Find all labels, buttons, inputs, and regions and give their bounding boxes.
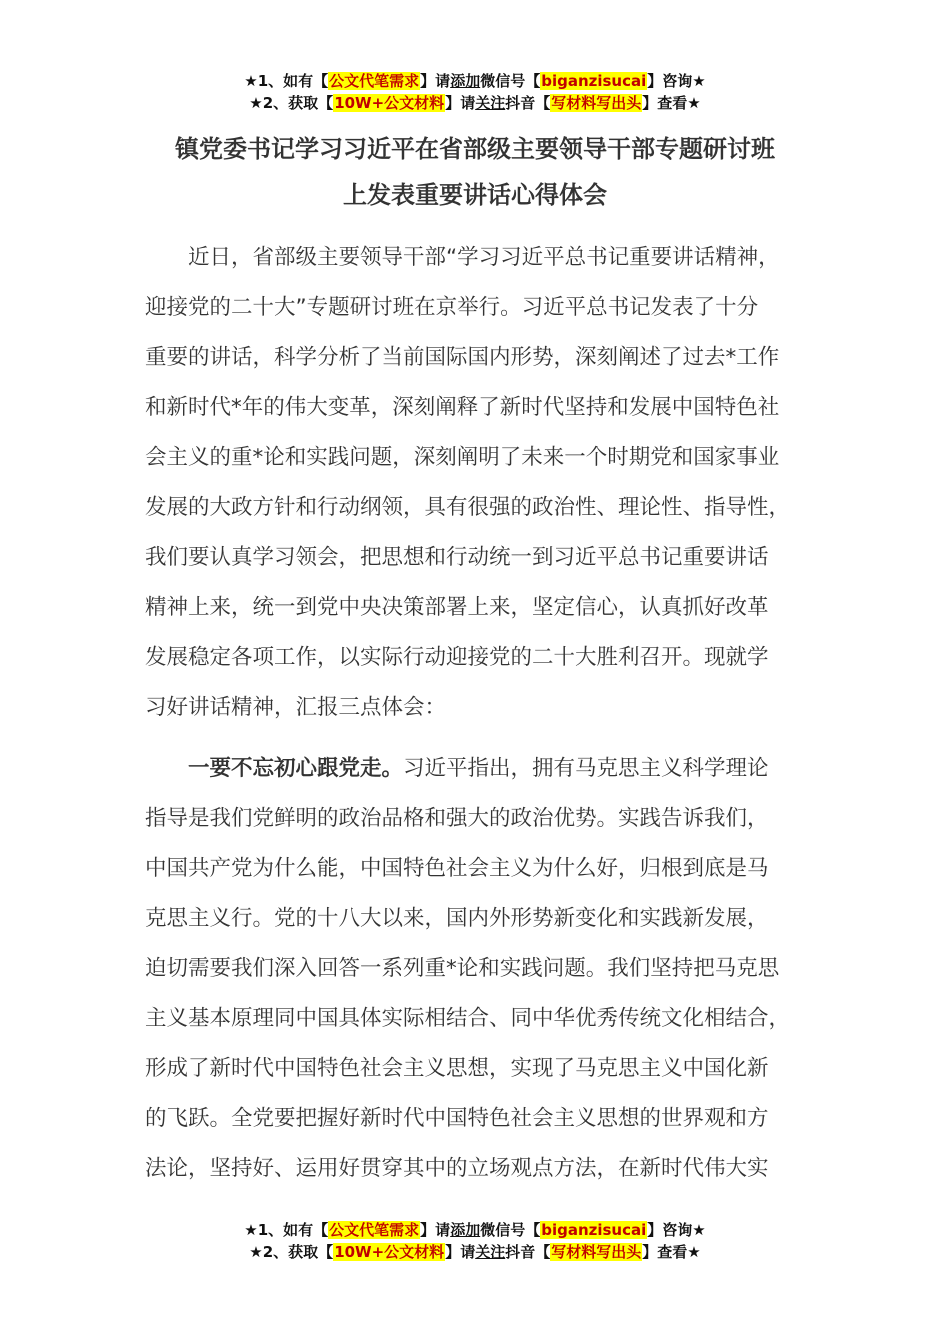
ad-underlined-text: 关注	[475, 94, 506, 112]
text-line: 主义基本原理同中国具体实际相结合、同中华优秀传统文化相结合，	[145, 1006, 791, 1031]
text-line: 发展稳定各项工作，以实际行动迎接党的二十大胜利召开。现就学	[145, 645, 769, 670]
text-line: 的飞跃。全党要把握好新时代中国特色社会主义思想的世界观和方	[145, 1106, 769, 1131]
ad-text: 】查看★	[642, 94, 701, 112]
ad-text: 】请	[420, 72, 451, 90]
ad-highlight-wechat-id: biganzisucai	[541, 1221, 647, 1239]
ad-text: 】咨询★	[647, 1221, 706, 1239]
point-heading: 一要不忘初心跟党走。	[188, 756, 404, 781]
text-line: 发展的大政方针和行动纲领，具有很强的政治性、理论性、指导性，	[145, 495, 791, 520]
ad-line-1	[0, 1219, 950, 1241]
ad-underlined-text: 添加	[450, 72, 481, 90]
ad-line-2	[0, 92, 950, 114]
text-line: 重要的讲话，科学分析了当前国际国内形势，深刻阐述了过去*工作	[145, 345, 780, 370]
document-title	[0, 126, 950, 218]
ad-text: 微信号【	[480, 72, 541, 90]
ad-line-1	[0, 70, 950, 92]
text-line: 克思主义行。党的十八大以来，国内外形势新变化和实践新发展，	[145, 906, 769, 931]
ad-highlight-wechat-id: biganzisucai	[541, 72, 647, 90]
text-line: 和新时代*年的伟大变革，深刻阐释了新时代坚持和发展中国特色社	[145, 395, 780, 420]
ad-highlight-service: 公文代笔需求	[329, 72, 420, 90]
ad-underlined-text: 关注	[475, 1243, 506, 1261]
ad-text: 微信号【	[480, 1221, 541, 1239]
text-run: 习近平指出，拥有马克思主义科学理论	[403, 756, 769, 781]
text-line: 指导是我们党鲜明的政治品格和强大的政治优势。实践告诉我们，	[145, 806, 769, 831]
ad-text: 】请	[445, 94, 476, 112]
text-line: 中国共产党为什么能，中国特色社会主义为什么好，归根到底是马	[145, 856, 769, 881]
title-line-1: 镇党委书记学习习近平在省部级主要领导干部专题研讨班	[175, 135, 775, 163]
ad-text: 】请	[445, 1243, 476, 1261]
text-line	[145, 744, 815, 794]
ad-highlight-materials: 10W+公文材料	[334, 94, 445, 112]
text-line: 精神上来，统一到党中央决策部署上来，坚定信心，认真抓好改革	[145, 595, 769, 620]
text-line: 迫切需要我们深入回答一系列重*论和实践问题。我们坚持把马克思	[145, 956, 780, 981]
title-line-2: 上发表重要讲话心得体会	[343, 181, 607, 209]
text-line: 会主义的重*论和实践问题，深刻阐明了未来一个时期党和国家事业	[145, 445, 780, 470]
ad-footer-bottom	[0, 1219, 950, 1263]
ad-line-2	[0, 1241, 950, 1263]
ad-highlight-douyin: 写材料写出头	[551, 1243, 642, 1261]
ad-text: 抖音【	[505, 1243, 551, 1261]
ad-text: ★1、如有【	[244, 1221, 329, 1239]
text-line: 法论，坚持好、运用好贯穿其中的立场观点方法，在新时代伟大实	[145, 1156, 769, 1181]
ad-header-top	[0, 70, 950, 114]
ad-highlight-service: 公文代笔需求	[329, 1221, 420, 1239]
ad-text: ★2、获取【	[249, 94, 334, 112]
ad-underlined-text: 添加	[450, 1221, 481, 1239]
text-line: 近日，省部级主要领导干部“学习习近平总书记重要讲话精神，	[188, 245, 780, 270]
ad-text: 】咨询★	[647, 72, 706, 90]
ad-text: ★1、如有【	[244, 72, 329, 90]
paragraph-intro	[145, 233, 815, 733]
ad-highlight-douyin: 写材料写出头	[551, 94, 642, 112]
ad-text: ★2、获取【	[249, 1243, 334, 1261]
text-line: 形成了新时代中国特色社会主义思想，实现了马克思主义中国化新	[145, 1056, 769, 1081]
ad-highlight-materials: 10W+公文材料	[334, 1243, 445, 1261]
paragraph-point-one	[145, 744, 815, 1194]
ad-text: 抖音【	[505, 94, 551, 112]
text-line: 我们要认真学习领会，把思想和行动统一到习近平总书记重要讲话	[145, 545, 769, 570]
ad-text: 】查看★	[642, 1243, 701, 1261]
ad-text: 】请	[420, 1221, 451, 1239]
text-line: 迎接党的二十大”专题研讨班在京举行。习近平总书记发表了十分	[145, 295, 759, 320]
text-line: 习好讲话精神，汇报三点体会：	[145, 695, 447, 720]
